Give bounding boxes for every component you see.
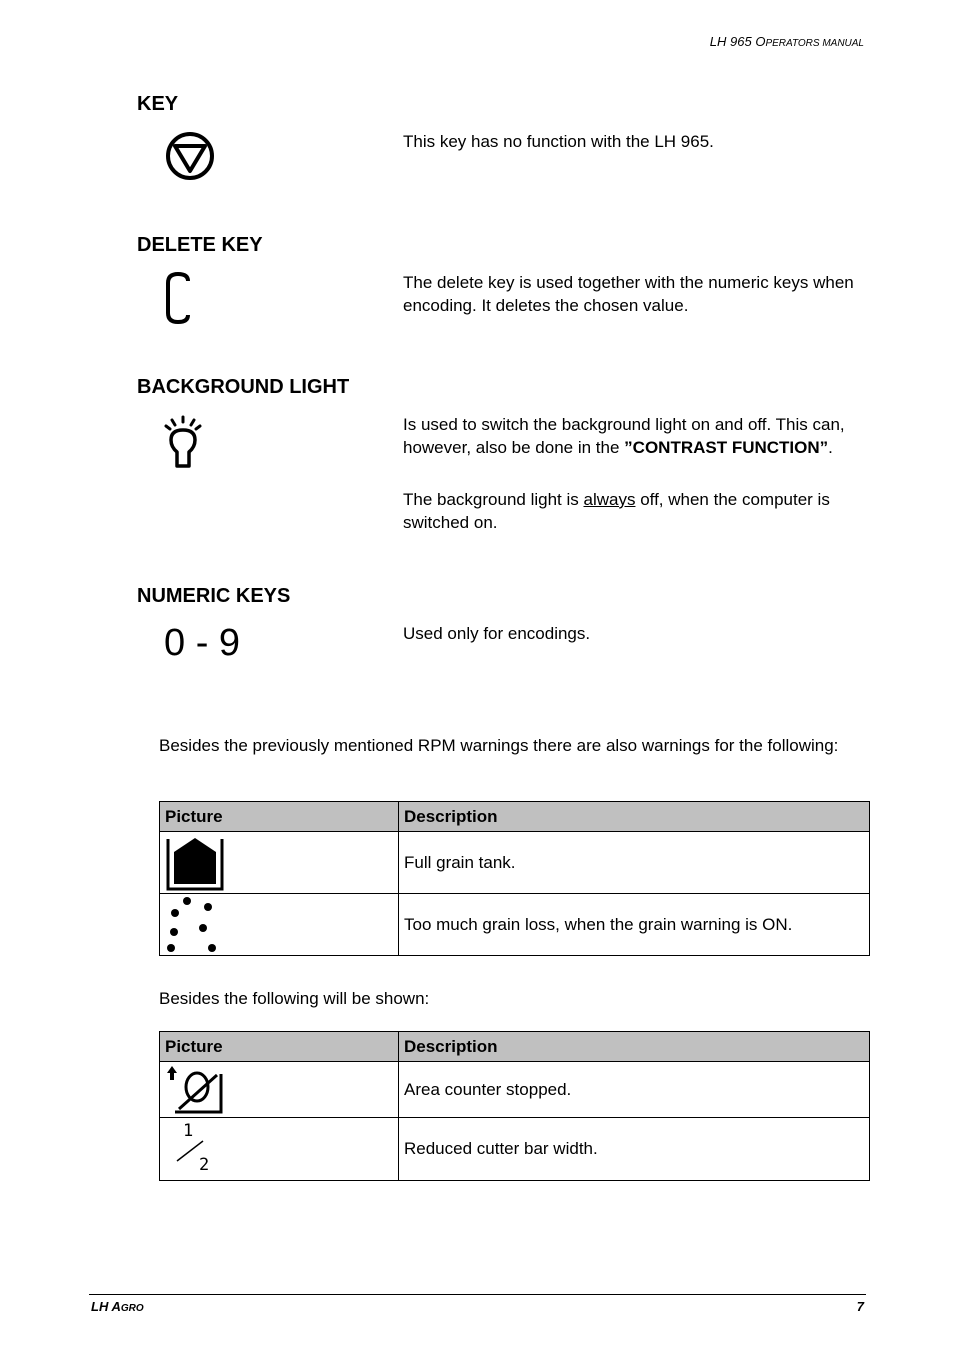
footer-company-text: LH A — [91, 1299, 121, 1314]
footer-company — [91, 1299, 144, 1314]
delete-key-heading: DELETE KEY — [137, 234, 263, 256]
table-header-row — [160, 1032, 870, 1062]
also-shown-intro: Besides the following will be shown: — [159, 989, 430, 1008]
warnings-table — [159, 801, 870, 956]
table-row — [160, 1118, 870, 1181]
background-light-heading: BACKGROUND LIGHT — [137, 376, 350, 398]
grain-loss-dots-icon — [165, 896, 393, 954]
column-header-picture: Picture — [160, 802, 399, 832]
c-letter-icon — [163, 271, 193, 325]
column-header-picture: Picture — [160, 1032, 399, 1062]
bg-text2-post: off, when the computer is switched on. — [403, 490, 830, 532]
area-counter-stopped-icon — [165, 1064, 393, 1116]
picture-cell — [160, 1062, 399, 1118]
key-description: This key has no function with the LH 965. — [403, 132, 714, 151]
down-triangle-circle-icon — [163, 131, 217, 181]
description-cell: Full grain tank. — [399, 832, 870, 894]
background-light-description-1 — [403, 413, 873, 459]
fraction-numerator: 1 — [183, 1121, 194, 1141]
picture-cell — [160, 832, 399, 894]
table-header-row — [160, 802, 870, 832]
column-header-description: Description — [399, 1032, 870, 1062]
light-bulb-icon — [163, 414, 203, 472]
numeric-keys-description: Used only for encodings. — [403, 624, 591, 643]
key-heading: KEY — [137, 93, 179, 115]
column-header-description: Description — [399, 802, 870, 832]
header-title-smallcaps: PERATORS MANUAL — [765, 38, 864, 49]
fraction-denominator: 2 — [199, 1155, 210, 1175]
bg-text1-bold: ”CONTRAST FUNCTION” — [624, 438, 829, 457]
bg-text1-post: . — [828, 438, 833, 457]
warnings-intro: Besides the previously mentioned RPM warnings there are also warnings for the following: — [159, 736, 839, 755]
table-row — [160, 1062, 870, 1118]
bg-text2-underline: always — [583, 490, 636, 509]
numeric-keys-symbol: 0 - 9 — [164, 622, 241, 664]
table-row — [160, 894, 870, 956]
page-number: 7 — [856, 1299, 864, 1314]
description-cell: Reduced cutter bar width. — [399, 1118, 870, 1181]
bg-text1-pre: Is used to switch the background light on and off. This can, however, also be done in the — [403, 415, 845, 457]
description-cell: Area counter stopped. — [399, 1062, 870, 1118]
header-title-text: LH 965 O — [709, 34, 766, 49]
background-light-description-2 — [403, 488, 873, 534]
numeric-keys-heading: NUMERIC KEYS — [137, 585, 291, 607]
full-grain-tank-icon — [165, 835, 393, 891]
footer-rule — [89, 1294, 866, 1295]
indicators-table — [159, 1031, 870, 1181]
footer-company-smallcaps: GRO — [120, 1303, 144, 1314]
picture-cell — [160, 894, 399, 956]
table-row — [160, 832, 870, 894]
description-cell: Too much grain loss, when the grain warning is ON. — [399, 894, 870, 956]
running-header — [710, 34, 864, 49]
bg-text2-pre: The background light is — [403, 490, 584, 509]
half-width-icon — [165, 1121, 225, 1177]
picture-cell — [160, 1118, 399, 1181]
delete-key-description: The delete key is used together with the numeric keys when encoding. It deletes the chosen value. — [403, 273, 854, 315]
